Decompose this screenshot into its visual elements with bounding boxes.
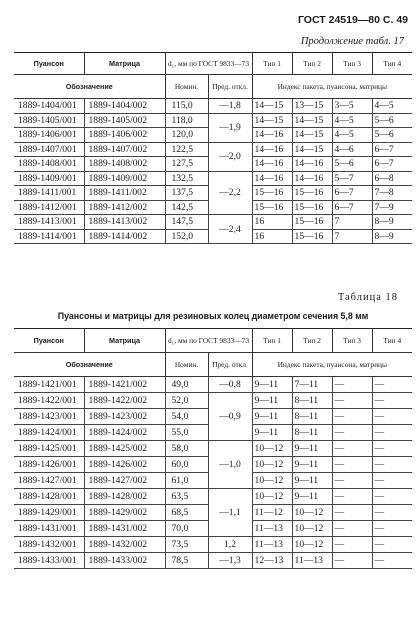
type4-index: —	[372, 521, 412, 537]
type2-index: 8—11	[292, 425, 332, 441]
punch-code: 1889-1426/001	[14, 457, 84, 473]
nominal-value: 70,0	[165, 521, 208, 537]
die-code: 1889-1422/002	[84, 393, 165, 409]
type2-index: 7—11	[292, 377, 332, 393]
header-type4: Тип 4	[372, 329, 412, 353]
type3-index: 6—7	[332, 186, 372, 201]
punch-code: 1889-1421/001	[14, 377, 84, 393]
header-type1: Тип 1	[252, 53, 292, 75]
tolerance-value: —0,8	[208, 377, 252, 393]
die-code: 1889-1409/002	[84, 171, 165, 186]
type3-index: —	[332, 521, 372, 537]
tolerance-value: —1,8	[208, 99, 252, 114]
die-code: 1889-1404/002	[84, 99, 165, 114]
header-type1: Тип 1	[252, 329, 292, 353]
type1-index: 9—11	[252, 425, 292, 441]
type2-index: 15—16	[292, 229, 332, 244]
type3-index: —	[332, 553, 372, 569]
table-18-title: Пуансоны и матрицы для резиновых колец диаметром сечения 5,8 мм	[57, 311, 369, 321]
nominal-value: 132,5	[165, 171, 208, 186]
nominal-value: 118,0	[165, 113, 208, 128]
header-d1: d₁, мм по ГОСТ 9833—73	[165, 329, 252, 353]
type2-index: 15—16	[292, 200, 332, 215]
die-code: 1889-1407/002	[84, 142, 165, 157]
type2-index: 14—16	[292, 157, 332, 172]
punch-code: 1889-1405/001	[14, 113, 84, 128]
tolerance-value: —2,4	[208, 215, 252, 244]
die-code: 1889-1431/002	[84, 521, 165, 537]
die-code: 1889-1414/002	[84, 229, 165, 244]
punch-code: 1889-1432/001	[14, 537, 84, 553]
punch-code: 1889-1427/001	[14, 473, 84, 489]
type1-index: 10—12	[252, 457, 292, 473]
die-code: 1889-1406/002	[84, 128, 165, 143]
type4-index: 7—8	[372, 186, 412, 201]
header-punch: Пуансон	[14, 329, 84, 353]
type2-index: 10—12	[292, 505, 332, 521]
type4-index: —	[372, 393, 412, 409]
type2-index: 15—16	[292, 215, 332, 230]
die-code: 1889-1413/002	[84, 215, 165, 230]
nominal-value: 120,0	[165, 128, 208, 143]
die-code: 1889-1411/002	[84, 186, 165, 201]
type1-index: 11—13	[252, 537, 292, 553]
type3-index: 3—5	[332, 99, 372, 114]
type4-index: —	[372, 489, 412, 505]
type2-index: 9—11	[292, 457, 332, 473]
type3-index: —	[332, 409, 372, 425]
nominal-value: 68,5	[165, 505, 208, 521]
type2-index: 10—12	[292, 521, 332, 537]
type2-index: 13—15	[292, 99, 332, 114]
nominal-value: 60,0	[165, 457, 208, 473]
nominal-value: 122,5	[165, 142, 208, 157]
header-type3: Тип 3	[332, 329, 372, 353]
type3-index: —	[332, 441, 372, 457]
type1-index: 12—13	[252, 553, 292, 569]
type4-index: —	[372, 457, 412, 473]
type2-index: 9—11	[292, 473, 332, 489]
type3-index: —	[332, 537, 372, 553]
type3-index: —	[332, 473, 372, 489]
type3-index: 6—7	[332, 200, 372, 215]
tolerance-value: —2,0	[208, 142, 252, 171]
punch-code: 1889-1411/001	[14, 186, 84, 201]
type2-index: 14—15	[292, 113, 332, 128]
type2-index: 9—11	[292, 489, 332, 505]
die-code: 1889-1412/002	[84, 200, 165, 215]
type4-index: 7—9	[372, 200, 412, 215]
nominal-value: 54,0	[165, 409, 208, 425]
type3-index: —	[332, 505, 372, 521]
table-row	[14, 377, 412, 393]
punch-code: 1889-1424/001	[14, 425, 84, 441]
nominal-value: 78,5	[165, 553, 208, 569]
type3-index: —	[332, 457, 372, 473]
type4-index: —	[372, 377, 412, 393]
nominal-value: 152,0	[165, 229, 208, 244]
type1-index: 15—16	[252, 186, 292, 201]
tolerance-value: —1,3	[208, 553, 252, 569]
type2-index: 14—16	[292, 171, 332, 186]
punch-code: 1889-1412/001	[14, 200, 84, 215]
header-designation: Обозначение	[14, 353, 165, 377]
table-row	[14, 441, 412, 457]
type1-index: 10—12	[252, 489, 292, 505]
die-code: 1889-1424/002	[84, 425, 165, 441]
table-18-body	[14, 377, 412, 569]
punch-code: 1889-1407/001	[14, 142, 84, 157]
tolerance-value: —0,9	[208, 393, 252, 441]
header-tolerance: Пред. откл.	[208, 353, 252, 377]
type1-index: 14—16	[252, 157, 292, 172]
tolerance-value: —1,1	[208, 489, 252, 537]
type1-index: 14—15	[252, 99, 292, 114]
type4-index: 8—9	[372, 215, 412, 230]
type2-index: 14—15	[292, 128, 332, 143]
tolerance-value: 1,2	[208, 537, 252, 553]
type2-index: 8—11	[292, 393, 332, 409]
type4-index: 5—6	[372, 128, 412, 143]
header-nominal: Номин.	[165, 75, 208, 99]
type4-index: 6—7	[372, 142, 412, 157]
nominal-value: 137,5	[165, 186, 208, 201]
type1-index: 11—13	[252, 521, 292, 537]
punch-code: 1889-1431/001	[14, 521, 84, 537]
type3-index: 5—7	[332, 171, 372, 186]
tolerance-value: —1,0	[208, 441, 252, 489]
die-code: 1889-1428/002	[84, 489, 165, 505]
punch-code: 1889-1413/001	[14, 215, 84, 230]
die-code: 1889-1426/002	[84, 457, 165, 473]
type2-index: 8—11	[292, 409, 332, 425]
nominal-value: 115,0	[165, 99, 208, 114]
die-code: 1889-1427/002	[84, 473, 165, 489]
punch-code: 1889-1404/001	[14, 99, 84, 114]
type3-index: —	[332, 377, 372, 393]
nominal-value: 49,0	[165, 377, 208, 393]
punch-code: 1889-1433/001	[14, 553, 84, 569]
table-row	[14, 537, 412, 553]
type1-index: 16	[252, 229, 292, 244]
punch-code: 1889-1429/001	[14, 505, 84, 521]
table-row	[14, 393, 412, 409]
die-code: 1889-1425/002	[84, 441, 165, 457]
type1-index: 11—12	[252, 505, 292, 521]
nominal-value: 127,5	[165, 157, 208, 172]
nominal-value: 58,0	[165, 441, 208, 457]
type1-index: 14—16	[252, 171, 292, 186]
table-17	[14, 52, 412, 244]
type2-index: 11—13	[292, 553, 332, 569]
type1-index: 9—11	[252, 393, 292, 409]
header-index: Индекс пакета, пуансона, матрицы	[252, 353, 412, 377]
header-type2: Тип 2	[292, 329, 332, 353]
type2-index: 10—12	[292, 537, 332, 553]
punch-code: 1889-1422/001	[14, 393, 84, 409]
nominal-value: 142,5	[165, 200, 208, 215]
type4-index: —	[372, 537, 412, 553]
punch-code: 1889-1414/001	[14, 229, 84, 244]
type3-index: —	[332, 489, 372, 505]
table-18	[14, 328, 412, 569]
type4-index: 6—8	[372, 171, 412, 186]
nominal-value: 73,5	[165, 537, 208, 553]
punch-code: 1889-1425/001	[14, 441, 84, 457]
page-header: ГОСТ 24519—80 С. 49	[297, 14, 408, 26]
punch-code: 1889-1409/001	[14, 171, 84, 186]
table-row	[14, 113, 412, 128]
die-code: 1889-1405/002	[84, 113, 165, 128]
die-code: 1889-1421/002	[84, 377, 165, 393]
header-type4: Тип 4	[372, 53, 412, 75]
table-row	[14, 171, 412, 186]
header-type3: Тип 3	[332, 53, 372, 75]
tolerance-value: —2,2	[208, 171, 252, 215]
type3-index: 4—5	[332, 113, 372, 128]
type1-index: 14—15	[252, 113, 292, 128]
header-index: Индекс пакета, пуансона, матрицы	[252, 75, 412, 99]
type1-index: 14—16	[252, 128, 292, 143]
type4-index: 5—6	[372, 113, 412, 128]
type1-index: 14—16	[252, 142, 292, 157]
die-code: 1889-1408/002	[84, 157, 165, 172]
table-18-caption: Таблица 18	[337, 292, 398, 303]
type1-index: 15—16	[252, 200, 292, 215]
header-designation: Обозначение	[14, 75, 165, 99]
punch-code: 1889-1406/001	[14, 128, 84, 143]
header-tolerance: Пред. откл.	[208, 75, 252, 99]
table-row	[14, 215, 412, 230]
type4-index: —	[372, 473, 412, 489]
type1-index: 10—12	[252, 473, 292, 489]
type4-index: 6—7	[372, 157, 412, 172]
type1-index: 10—12	[252, 441, 292, 457]
type4-index: 8—9	[372, 229, 412, 244]
table-17-body	[14, 99, 412, 244]
header-die: Матрица	[84, 53, 165, 75]
type3-index: 7	[332, 229, 372, 244]
nominal-value: 55,0	[165, 425, 208, 441]
type3-index: —	[332, 425, 372, 441]
tolerance-value: —1,9	[208, 113, 252, 142]
table-row	[14, 142, 412, 157]
type3-index: 4—6	[332, 142, 372, 157]
punch-code: 1889-1408/001	[14, 157, 84, 172]
header-nominal: Номин.	[165, 353, 208, 377]
table-row	[14, 489, 412, 505]
header-type2: Тип 2	[292, 53, 332, 75]
punch-code: 1889-1428/001	[14, 489, 84, 505]
die-code: 1889-1432/002	[84, 537, 165, 553]
type3-index: 5—6	[332, 157, 372, 172]
header-d1: d₁, мм по ГОСТ 9833—73	[165, 53, 252, 75]
type4-index: 4—5	[372, 99, 412, 114]
punch-code: 1889-1423/001	[14, 409, 84, 425]
header-punch: Пуансон	[14, 53, 84, 75]
type1-index: 9—11	[252, 409, 292, 425]
type3-index: 4—5	[332, 128, 372, 143]
type4-index: —	[372, 505, 412, 521]
type4-index: —	[372, 409, 412, 425]
type3-index: 7	[332, 215, 372, 230]
type3-index: —	[332, 393, 372, 409]
nominal-value: 63,5	[165, 489, 208, 505]
continuation-caption: Продолжение табл. 17	[300, 36, 404, 47]
nominal-value: 52,0	[165, 393, 208, 409]
table-row	[14, 553, 412, 569]
nominal-value: 147,5	[165, 215, 208, 230]
type2-index: 9—11	[292, 441, 332, 457]
header-die: Матрица	[84, 329, 165, 353]
die-code: 1889-1423/002	[84, 409, 165, 425]
type1-index: 16	[252, 215, 292, 230]
nominal-value: 61,0	[165, 473, 208, 489]
type4-index: —	[372, 553, 412, 569]
type2-index: 15—16	[292, 186, 332, 201]
type2-index: 14—15	[292, 142, 332, 157]
type4-index: —	[372, 441, 412, 457]
table-row	[14, 99, 412, 114]
type1-index: 9—11	[252, 377, 292, 393]
type4-index: —	[372, 425, 412, 441]
die-code: 1889-1433/002	[84, 553, 165, 569]
die-code: 1889-1429/002	[84, 505, 165, 521]
